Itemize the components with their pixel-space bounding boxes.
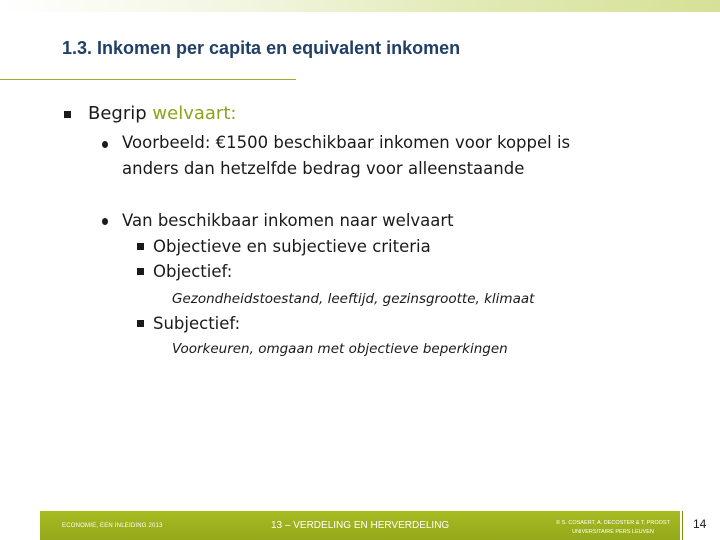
bullet-2-line-1: Van beschikbaar inkomen naar welvaart bbox=[122, 211, 454, 230]
level1-label: Begrip bbox=[88, 103, 153, 124]
square-bullet-icon bbox=[137, 243, 144, 250]
subjective-detail: Voorkeuren, omgaan met objectieve beperkingen bbox=[172, 341, 508, 357]
page-number: 14 bbox=[693, 517, 707, 531]
level1-highlight: welvaart: bbox=[152, 103, 237, 124]
level1-item bbox=[88, 103, 236, 124]
title-underline bbox=[0, 79, 296, 80]
square-bullet-icon bbox=[137, 320, 144, 327]
round-bullet-icon bbox=[102, 218, 108, 225]
footer-bar bbox=[40, 511, 680, 540]
slide-title: 1.3. Inkomen per capita en equivalent inkomen bbox=[62, 38, 461, 58]
subitem-criteria: Objectieve en subjectieve criteria bbox=[153, 237, 431, 256]
footer-chapter: 13 – VERDELING EN HERVERDELING bbox=[271, 520, 450, 531]
round-bullet-icon bbox=[102, 141, 108, 148]
square-bullet-icon bbox=[64, 111, 71, 118]
footer-copyright bbox=[533, 519, 693, 537]
footer-publisher: UNIVERSITAIRE PERS LEUVEN bbox=[572, 529, 654, 535]
objective-detail: Gezondheidstoestand, leeftijd, gezinsgrootte, klimaat bbox=[172, 291, 535, 307]
bullet-1-line-2: anders dan hetzelfde bedrag voor alleenstaande bbox=[122, 159, 525, 178]
subitem-objective: Objectief: bbox=[153, 262, 233, 281]
bullet-1-line-1: Voorbeeld: €1500 beschikbaar inkomen voor koppel is bbox=[122, 133, 571, 152]
top-gradient-band bbox=[0, 0, 720, 12]
page-number-divider bbox=[682, 511, 683, 540]
footer-authors: © S. COSAERT, A. DECOSTER & T. PROOST bbox=[556, 520, 670, 526]
subitem-subjective: Subjectief: bbox=[153, 314, 241, 333]
footer-course: ECONOMIE, EEN INLEIDING 2013 bbox=[62, 523, 163, 529]
square-bullet-icon bbox=[137, 268, 144, 275]
